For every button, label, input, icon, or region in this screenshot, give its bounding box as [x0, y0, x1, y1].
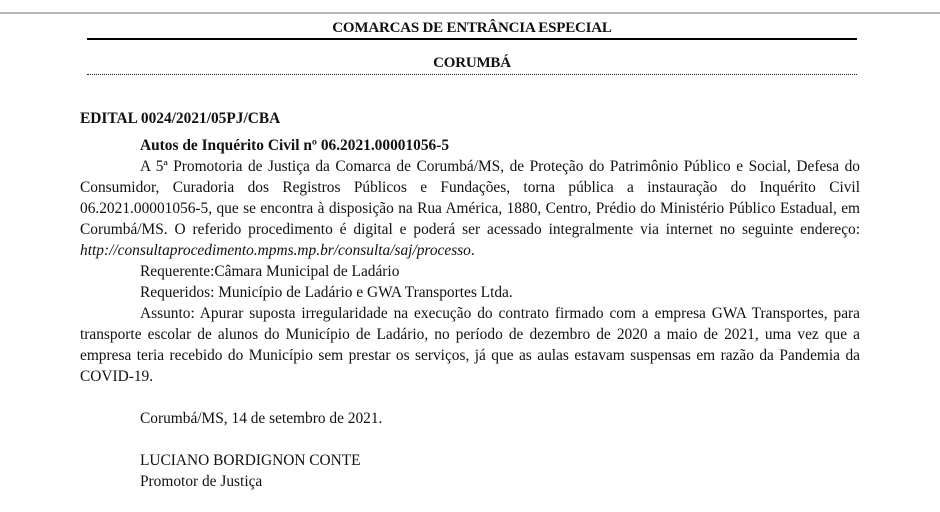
url-suffix: .: [470, 242, 475, 259]
assunto-paragraph: Assunto: Apurar suposta irregularidade na execução do contrato firmado com a empresa GWA Transportes, para transporte escolar de alunos do Município de Ladário, no período de dezembro de 2020 a maio de 2021, uma vez que a empresa teria recebido do Município sem prestar os serviços, já que as aulas estavam suspensas em razão da Pandemia da COVID-19.: [80, 305, 860, 385]
consulta-url-link[interactable]: http://consultaprocedimento.mpms.mp.br/consulta/saj/processo: [80, 242, 471, 259]
main-paragraph-text: A 5ª Promotoria de Justiça da Comarca de Corumbá/MS, de Proteção do Patrimônio Público e Social, Defesa do Consumidor, Curadoria dos Registros Públicos e Fundações, torna pública a instauração do Inquérito Civil 06.2021.00001056-5, que se encontra à disposição na Rua América, 1880, Centro, Prédio do Ministério Público Estadual, em Corumbá/MS. O referido procedimento é digital e poderá ser acessado integralmente via internet no seguinte endereço:: [80, 158, 860, 238]
edital-title: EDITAL 0024/2021/05PJ/CBA: [80, 110, 281, 127]
requeridos-line: Requeridos: Município de Ladário e GWA Transportes Ltda.: [140, 284, 513, 301]
top-border-line: [0, 12, 940, 14]
autos-title: Autos de Inquérito Civil nº 06.2021.00001056-5: [140, 137, 450, 154]
section-divider-solid: [87, 38, 857, 40]
requerente-line: Requerente:Câmara Municipal de Ladário: [140, 263, 400, 280]
edital-body: [80, 108, 860, 492]
signature-role: Promotor de Justiça: [140, 473, 263, 490]
section-subtitle: CORUMBÁ: [433, 55, 511, 71]
signature-name: LUCIANO BORDIGNON CONTE: [140, 452, 361, 469]
date-line: Corumbá/MS, 14 de setembro de 2021.: [140, 410, 383, 427]
section-title: COMARCAS DE ENTRÂNCIA ESPECIAL: [332, 20, 612, 36]
main-paragraph: [80, 156, 860, 261]
section-divider-dotted: [87, 74, 857, 75]
